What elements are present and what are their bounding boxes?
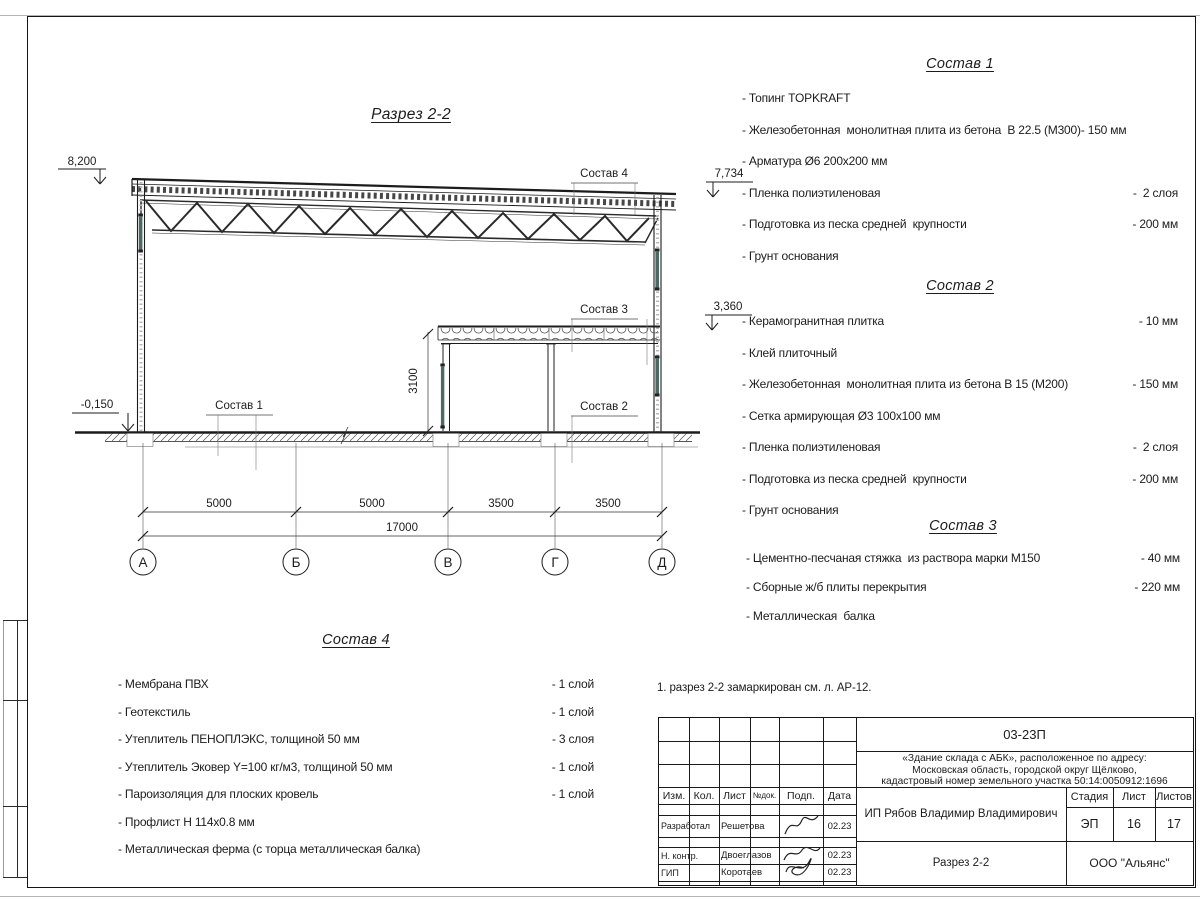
composition-item: - Арматура Ø6 200х200 мм: [742, 154, 888, 168]
mezzanine: [438, 327, 660, 432]
composition-item: - Топинг TOPKRAFT: [742, 91, 851, 105]
svg-text:5000: 5000: [206, 498, 232, 510]
axis-label-v: В: [443, 555, 453, 570]
composition-item: - Утеплитель Эковер Y=100 кг/м3, толщиной 50 мм - 1 слой: [118, 759, 594, 774]
general-note: 1. разрез 2-2 замаркирован см. л. АР-12.: [657, 682, 872, 694]
svg-text:7,734: 7,734: [714, 168, 744, 180]
sheet-label: Лист: [1122, 791, 1146, 803]
composition-item: - Пароизоляция для плоских кровель - 1 слой: [118, 787, 594, 801]
composition-item: - Клей плиточный: [742, 345, 838, 360]
composition-item: - Мембрана ПВХ - 1 слой: [118, 677, 594, 691]
drawing-title: Разрез 2-2: [371, 106, 451, 123]
composition-item: - Сборные ж/б плиты перекрытия - 220 мм: [746, 580, 1180, 594]
svg-text:3500: 3500: [595, 498, 621, 510]
composition-2: [742, 278, 1178, 535]
sheets-label: Листов: [1156, 791, 1192, 803]
section-drawing: [0, 0, 760, 610]
company-name: ООО "Альянс": [1089, 856, 1170, 870]
composition-item: - Цементно-песчаная стяжка из раствора марки М150 - 40 мм: [746, 551, 1180, 565]
composition-2-title: Состав 2: [926, 278, 994, 294]
row-role-developer: Разработал: [661, 821, 710, 831]
composition-item: - Геотекстиль - 1 слой: [118, 704, 594, 719]
row-name-ncontrol: Двоеглазов: [721, 850, 772, 861]
svg-text:3500: 3500: [488, 498, 514, 510]
composition-item: - Железобетонная монолитная плита из бетона В 22.5 (М300)- 150 мм: [742, 122, 1127, 137]
row-name-gip: Коротаев: [721, 867, 763, 878]
axis-label-a: А: [138, 555, 148, 570]
svg-text:5000: 5000: [359, 498, 385, 510]
row-role-ncontrol: Н. контр.: [661, 850, 699, 861]
dimension-mezzanine-height: [408, 329, 433, 436]
composition-item: - Металлическая ферма (с торца металлическая балка): [118, 842, 421, 856]
label-sostav-2: Состав 2: [580, 401, 628, 413]
axis-label-d: Д: [657, 555, 667, 570]
wall-right: [654, 195, 661, 432]
composition-4-title: Состав 4: [322, 632, 390, 648]
col-header-data: Дата: [827, 789, 852, 802]
composition-3-title: Состав 3: [929, 518, 997, 534]
title-block: [658, 717, 1194, 886]
svg-text:3100: 3100: [408, 368, 420, 394]
col-header-list: Лист: [723, 789, 746, 802]
project-description: «Здание склада с АБК», расположенное по адресу: Московская область, городской округ Щёлково, кадастровый номер земельного участка 50:14:0050912:1696: [881, 753, 1168, 787]
composition-3: [746, 518, 1180, 638]
floor-slab: [75, 427, 700, 447]
composition-item: - Грунт основания: [742, 503, 839, 517]
col-header-kol: Кол.: [693, 789, 715, 802]
composition-item: - Керамогранитная плитка - 10 мм: [742, 314, 1178, 328]
sheet-title: Разрез 2-2: [932, 857, 990, 869]
signature-icon: [780, 808, 823, 883]
svg-text:17000: 17000: [386, 522, 418, 534]
axis-label-g: Г: [551, 555, 559, 570]
row-role-gip: ГИП: [661, 867, 679, 878]
composition-item: - Пленка полиэтиленовая - 2 слоя: [742, 440, 1178, 454]
stage-value: ЭП: [1080, 817, 1099, 831]
composition-1-title: Состав 1: [926, 56, 994, 72]
row-date-gip: 02.23: [827, 867, 852, 878]
composition-item: - Подготовка из песка средней крупности - 200 мм: [742, 471, 1178, 486]
composition-item: - Профлист Н 114х0.8 мм: [118, 814, 255, 829]
col-header-izm: Изм.: [662, 789, 686, 802]
composition-item: - Утеплитель ПЕНОПЛЭКС, толщиной 50 мм - 3 слоя: [118, 732, 594, 746]
label-sostav-3: Состав 3: [580, 304, 628, 316]
composition-item: - Подготовка из песка средней крупности - 200 мм: [742, 217, 1178, 231]
row-date-ncontrol: 02.23: [827, 850, 852, 861]
svg-text:8,200: 8,200: [67, 156, 97, 168]
composition-1: [742, 56, 1178, 280]
svg-text:-0,150: -0,150: [80, 399, 114, 411]
page-edge-bottom: [0, 896, 1200, 897]
svg-text:3,360: 3,360: [713, 301, 743, 313]
elevation-mark-8200: [58, 156, 106, 184]
composition-item: - Грунт основания: [742, 248, 839, 263]
row-date-developer: 02.23: [827, 820, 852, 832]
roof-truss: [140, 200, 658, 245]
client-name: ИП Рябов Владимир Владимирович: [864, 808, 1058, 820]
elevation-mark-minus-0150: [72, 399, 134, 431]
composition-item: - Металлическая балка: [746, 609, 875, 623]
composition-item: - Пленка полиэтиленовая - 2 слоя: [742, 185, 1178, 200]
label-sostav-1: Состав 1: [215, 400, 263, 412]
axis-label-b: Б: [291, 555, 301, 570]
sheet-value: 16: [1127, 817, 1141, 831]
dimension-chain: [138, 443, 667, 548]
composition-4: [118, 632, 594, 870]
sheets-value: 17: [1167, 817, 1181, 831]
composition-item: - Сетка армирующая Ø3 100х100 мм: [742, 408, 941, 423]
axis-bubbles: [130, 549, 675, 575]
label-sostav-4: Состав 4: [580, 168, 628, 180]
wall-left: [138, 180, 145, 432]
composition-item: - Железобетонная монолитная плита из бетона В 15 (М200) - 150 мм: [742, 377, 1178, 391]
col-header-ndoc: №док.: [752, 791, 777, 800]
stage-label: Стадия: [1070, 791, 1109, 803]
doc-number: 03-23П: [1003, 727, 1046, 742]
row-name-developer: Решетова: [721, 820, 765, 832]
col-header-podp: Подп.: [787, 789, 815, 802]
